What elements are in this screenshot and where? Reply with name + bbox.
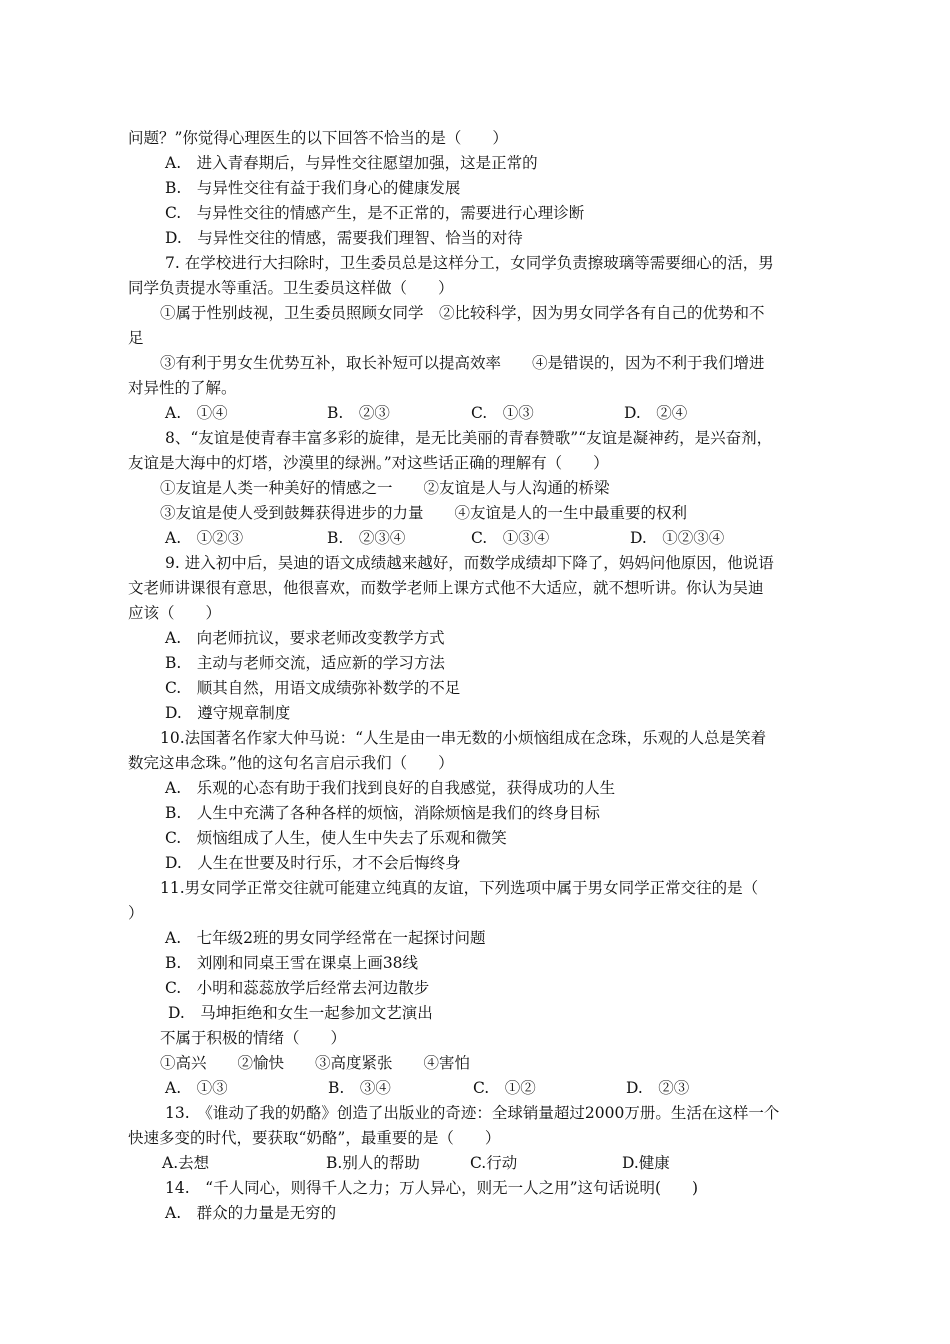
q10-option-b: B. 人生中充满了各种各样的烦恼，消除烦恼是我们的终身目标 xyxy=(165,804,600,822)
q7-statements-a-line2: 足 xyxy=(128,329,144,347)
q8-choice-a: A. ①②③ xyxy=(165,529,244,547)
q9-option-b: B. 主动与老师交流，适应新的学习方法 xyxy=(165,654,445,672)
q10-stem-line1: 10.法国著名作家大仲马说：“人生是由一串无数的小烦恼组成在念珠，乐观的人总是笑着 xyxy=(160,729,767,747)
q12-choice-d: D. ②③ xyxy=(626,1079,690,1097)
q13-stem-line1: 13. 《谁动了我的奶酪》创造了出版业的奇迹：全球销量超过2000万册。生活在这样一个 xyxy=(165,1104,780,1122)
q9-stem-line3: 应该（ ） xyxy=(128,604,222,622)
q12-choices xyxy=(165,1078,845,1098)
q6-option-d: D. 与异性交往的情感，需要我们理智、恰当的对待 xyxy=(165,229,523,247)
q11-option-c: C. 小明和蕊蕊放学后经常去河边散步 xyxy=(165,979,430,997)
q10-option-c: C. 烦恼组成了人生，使人生中失去了乐观和微笑 xyxy=(165,829,507,847)
q7-stem-line1: 7. 在学校进行大扫除时，卫生委员总是这样分工，女同学负责擦玻璃等需要细心的活，男 xyxy=(165,254,774,272)
q13-choice-a: A.去想 xyxy=(162,1154,210,1172)
q8-stem-line1: 8、“友谊是使青春丰富多彩的旋律，是无比美丽的青春赞歌”“友谊是凝神药，是兴奋剂， xyxy=(165,429,773,447)
q10-option-d: D. 人生在世要及时行乐，才不会后悔终身 xyxy=(165,854,461,872)
q12-choice-a: A. ①③ xyxy=(165,1079,228,1097)
q9-option-a: A. 向老师抗议，要求老师改变教学方式 xyxy=(165,629,445,647)
q13-choice-d: D.健康 xyxy=(622,1154,670,1172)
q13-choices xyxy=(162,1153,842,1173)
q8-statements-line2: ③友谊是使人受到鼓舞获得进步的力量 ④友谊是人的一生中最重要的权利 xyxy=(160,504,688,522)
q13-stem-line2: 快速多变的时代，要获取“奶酪”，最重要的是（ ） xyxy=(128,1129,501,1147)
q8-statements-line1: ①友谊是人类一种美好的情感之一 ②友谊是人与人沟通的桥梁 xyxy=(160,479,610,497)
q8-choices xyxy=(165,528,845,548)
q12-stem: 不属于积极的情绪（ ） xyxy=(160,1029,347,1047)
q7-choice-d: D. ②④ xyxy=(624,404,688,422)
q6-option-b: B. 与异性交往有益于我们身心的健康发展 xyxy=(165,179,461,197)
q7-stem-line2: 同学负责提水等重活。卫生委员这样做（ ） xyxy=(128,279,454,297)
q6-option-c: C. 与异性交往的情感产生，是不正常的，需要进行心理诊断 xyxy=(165,204,585,222)
q7-statements-a-line1: ①属于性别歧视，卫生委员照顾女同学 ②比较科学，因为男女同学各有自己的优势和不 xyxy=(160,304,765,322)
q7-choice-a: A. ①④ xyxy=(165,404,228,422)
q8-choice-c: C. ①③④ xyxy=(471,529,550,547)
q9-option-c: C. 顺其自然，用语文成绩弥补数学的不足 xyxy=(165,679,461,697)
q7-choice-b: B. ②③ xyxy=(327,404,390,422)
q7-choices xyxy=(165,403,845,423)
q12-statements: ①高兴 ②愉快 ③高度紧张 ④害怕 xyxy=(160,1054,471,1072)
q11-stem-line2: ） xyxy=(128,904,144,922)
q13-choice-c: C.行动 xyxy=(470,1154,518,1172)
q13-choice-b: B.别人的帮助 xyxy=(326,1154,420,1172)
q14-option-a: A. 群众的力量是无穷的 xyxy=(165,1204,337,1222)
q11-stem-line1: 11.男女同学正常交往就可能建立纯真的友谊，下列选项中属于男女同学正常交往的是（ xyxy=(160,879,759,897)
q11-option-b: B. 刘刚和同桌王雪在课桌上画38线 xyxy=(165,954,419,972)
q7-statements-b-line2: 对异性的了解。 xyxy=(128,379,237,397)
q14-stem: 14. “千人同心，则得千人之力；万人异心，则无一人之用”这句话说明( ) xyxy=(165,1179,699,1197)
q10-stem-line2: 数完这串念珠。”他的这句名言启示我们（ ） xyxy=(128,754,454,772)
q9-stem-line1: 9. 进入初中后，吴迪的语文成绩越来越好，而数学成绩却下降了，妈妈问他原因，他说语 xyxy=(165,554,774,572)
q11-option-a: A. 七年级2班的男女同学经常在一起探讨问题 xyxy=(165,929,486,947)
q9-option-d: D. 遵守规章制度 xyxy=(165,704,291,722)
q10-option-a: A. 乐观的心态有助于我们找到良好的自我感觉，获得成功的人生 xyxy=(165,779,616,797)
q12-choice-b: B. ③④ xyxy=(328,1079,391,1097)
q12-choice-c: C. ①② xyxy=(473,1079,536,1097)
q9-stem-line2: 文老师讲课很有意思，他很喜欢，而数学老师上课方式他不大适应，就不想听讲。你认为吴迪 xyxy=(128,579,764,597)
q7-choice-c: C. ①③ xyxy=(471,404,534,422)
q11-option-d: D. 马坤拒绝和女生一起参加文艺演出 xyxy=(168,1004,433,1022)
q8-choice-d: D. ①②③④ xyxy=(630,529,725,547)
q7-statements-b-line1: ③有利于男女生优势互补，取长补短可以提高效率 ④是错误的，因为不利于我们增进 xyxy=(160,354,765,372)
q8-choice-b: B. ②③④ xyxy=(327,529,406,547)
q8-stem-line2: 友谊是大海中的灯塔，沙漠里的绿洲。”对这些话正确的理解有（ ） xyxy=(128,454,609,472)
q6-option-a: A. 进入青春期后，与异性交往愿望加强，这是正常的 xyxy=(165,154,538,172)
q6-stem-tail: 问题？”你觉得心理医生的以下回答不恰当的是（ ） xyxy=(128,129,508,147)
